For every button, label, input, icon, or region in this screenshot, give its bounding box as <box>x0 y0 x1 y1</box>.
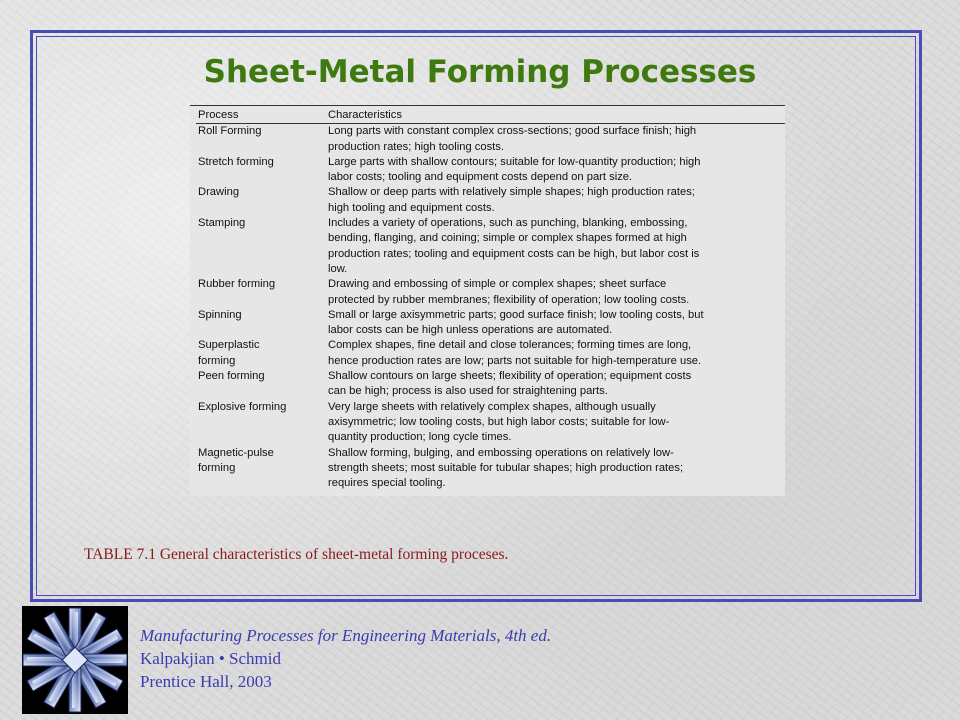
characteristics-cell <box>328 446 778 492</box>
table-row <box>198 277 778 308</box>
characteristics-cell <box>328 369 778 400</box>
table-row <box>198 308 778 339</box>
process-name-cell <box>198 369 328 400</box>
process-name-line: Roll Forming <box>198 125 262 138</box>
characteristics-cell <box>328 308 778 339</box>
process-name-cell <box>198 155 328 186</box>
starburst-logo-icon <box>22 606 128 714</box>
characteristics-line: quantity production; long cycle times. <box>328 431 512 444</box>
characteristics-line: low. <box>328 262 348 275</box>
characteristics-line: production rates; tooling and equipment costs can be high, but labor cost is <box>328 247 700 260</box>
table-top-rule <box>190 105 785 106</box>
characteristics-line: production rates; high tooling costs. <box>328 140 504 153</box>
characteristics-line: requires special tooling. <box>328 477 446 490</box>
characteristics-line: bending, flanging, and coining; simple or complex shapes formed at high <box>328 232 687 245</box>
table-header-row <box>198 108 778 124</box>
process-name-cell <box>198 308 328 339</box>
process-name-line: Rubber forming <box>198 278 276 291</box>
table-row <box>198 400 778 446</box>
process-name-line: Superplastic <box>198 339 260 352</box>
characteristics-cell <box>328 338 778 369</box>
characteristics-line: Long parts with constant complex cross-sections; good surface finish; high <box>328 125 697 138</box>
table-row <box>198 155 778 186</box>
characteristics-cell <box>328 185 778 216</box>
characteristics-line: labor costs can be high unless operations are automated. <box>328 324 613 337</box>
characteristics-line: Includes a variety of operations, such as punching, blanking, embossing, <box>328 217 688 230</box>
characteristics-line: Shallow contours on large sheets; flexibility of operation; equipment costs <box>328 370 692 383</box>
table-row <box>198 185 778 216</box>
process-name-line: Drawing <box>198 186 240 199</box>
characteristics-cell <box>328 400 778 446</box>
characteristics-line: hence production rates are low; parts not suitable for high-temperature use. <box>328 354 702 367</box>
process-name-line: forming <box>198 461 236 474</box>
table-row <box>198 369 778 400</box>
process-name-cell <box>198 338 328 369</box>
process-name-cell <box>198 446 328 492</box>
process-name-line: Spinning <box>198 308 242 321</box>
table-caption: TABLE 7.1 General characteristics of sheet-metal forming proceses. <box>84 546 509 563</box>
characteristics-line: can be high; process is also used for straightening parts. <box>328 385 608 398</box>
book-title: Manufacturing Processes for Engineering Materials, 4th ed. <box>140 626 552 645</box>
table-row <box>198 124 778 155</box>
process-name-line: Stretch forming <box>198 155 274 168</box>
process-name-cell <box>198 216 328 277</box>
process-name-line: Peen forming <box>198 370 265 383</box>
process-name-line: Explosive forming <box>198 400 287 413</box>
book-publisher: Prentice Hall, 2003 <box>140 672 272 691</box>
characteristics-line: Shallow forming, bulging, and embossing operations on relatively low- <box>328 446 674 459</box>
characteristics-cell <box>328 155 778 186</box>
characteristics-line: Drawing and embossing of simple or complex shapes; sheet surface <box>328 278 667 291</box>
book-credits <box>140 624 551 693</box>
characteristics-line: axisymmetric; low tooling costs, but high labor costs; suitable for low- <box>328 415 670 428</box>
table-row <box>198 216 778 277</box>
book-authors: Kalpakjian • Schmid <box>140 649 281 668</box>
slide-title: Sheet-Metal Forming Processes <box>203 54 757 90</box>
characteristics-line: protected by rubber membranes; flexibility of operation; low tooling costs. <box>328 293 690 306</box>
characteristics-line: strength sheets; most suitable for tubular shapes; high production rates; <box>328 461 684 474</box>
characteristics-line: Large parts with shallow contours; suitable for low-quantity production; high <box>328 155 701 168</box>
characteristics-line: Very large sheets with relatively complex shapes, although usually <box>328 400 656 413</box>
process-name-cell <box>198 277 328 308</box>
process-name-cell <box>198 185 328 216</box>
process-name-cell <box>198 124 328 155</box>
table-row <box>198 338 778 369</box>
characteristics-line: high tooling and equipment costs. <box>328 201 495 214</box>
characteristics-line: labor costs; tooling and equipment costs depend on part size. <box>328 171 633 184</box>
characteristics-cell <box>328 216 778 277</box>
table-row <box>198 446 778 492</box>
process-name-line: Stamping <box>198 217 246 230</box>
logo-graphic <box>22 606 128 714</box>
header-characteristics: Characteristics <box>328 109 402 121</box>
characteristics-cell <box>328 277 778 308</box>
characteristics-line: Small or large axisymmetric parts; good surface finish; low tooling costs, but <box>328 308 704 321</box>
process-table <box>198 108 778 491</box>
header-process: Process <box>198 109 239 121</box>
process-name-line: forming <box>198 354 236 367</box>
process-name-cell <box>198 400 328 446</box>
characteristics-cell <box>328 124 778 155</box>
process-name-line: Magnetic-pulse <box>198 446 274 459</box>
table-body <box>198 124 778 491</box>
characteristics-line: Complex shapes, fine detail and close tolerances; forming times are long, <box>328 339 692 352</box>
characteristics-line: Shallow or deep parts with relatively simple shapes; high production rates; <box>328 186 695 199</box>
